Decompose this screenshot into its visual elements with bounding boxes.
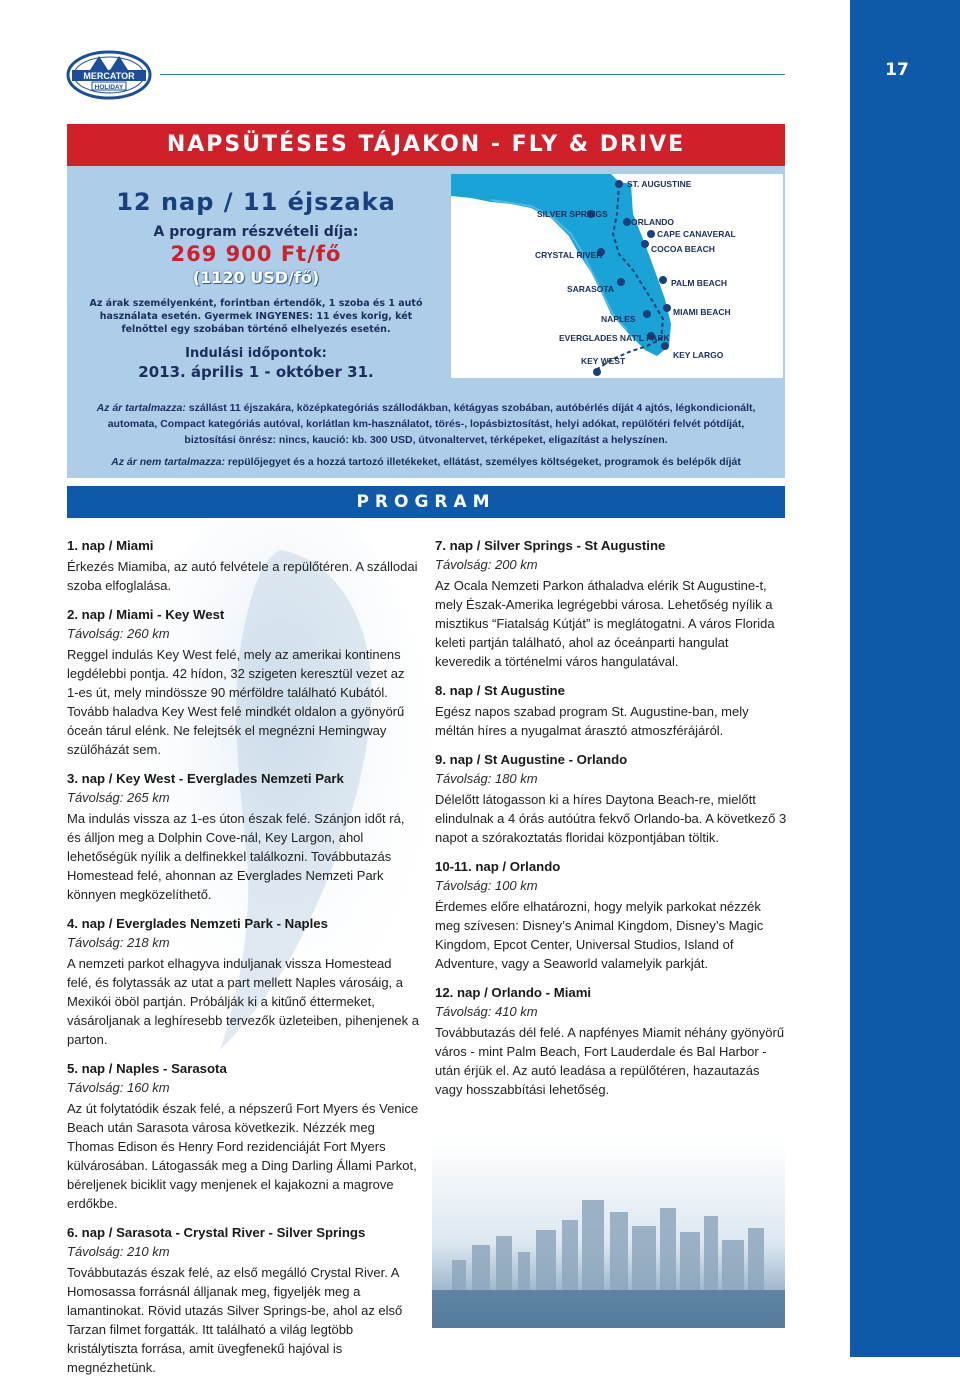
florida-route-map (451, 174, 783, 378)
day-title: 9. nap / St Augustine - Orlando (435, 752, 628, 767)
day-distance: Távolság: 265 km (67, 790, 170, 805)
itinerary-day (67, 1223, 419, 1377)
itinerary-day (67, 536, 419, 595)
day-title: 7. nap / Silver Springs - St Augustine (435, 538, 666, 553)
day-description: Ma indulás vissza az 1-es úton észak felé. Szánjon időt rá, és álljon meg a Dolphin Cove-nál, Key Largon, ahol lehetőségük nyílik a delfinekkel találkozni. Továbbutazás Homestead felé, ahonnan az Everglades Nemzeti Park könnyen megközelíthető. (67, 811, 405, 902)
day-distance: Távolság: 260 km (67, 626, 170, 641)
day-description: Reggel indulás Key West felé, mely az amerikai kontinens legdélebbi pontja. 42 hídon, 32 szigeten keresztül vezet az 1-es út, mely mindössze 90 mérföldre található Kubától. Tovább haladva Key West felé mindkét oldalon a gyönyörű óceán tárul elénk. Ne felejtsék el megnézni Hemingway szülőházát sem. (67, 647, 405, 757)
svg-text:SARASOTA: SARASOTA (567, 284, 615, 294)
price-note: Az árak személyenként, forintban értendők, 1 szoba és 1 autó használata esetén. Gyermek INGYENES: 11 éves korig, két felnőttel egy szobában történő elhelyezés esetén. (89, 298, 423, 335)
day-title: 8. nap / St Augustine (435, 683, 565, 698)
program-title: PROGRAM (356, 492, 496, 512)
itinerary-day (435, 750, 787, 847)
price-excludes (81, 454, 771, 470)
itinerary-column-left (67, 536, 419, 1387)
price-label: A program részvételi díja: (153, 224, 359, 240)
day-title: 4. nap / Everglades Nemzeti Park - Naples (67, 916, 328, 931)
day-description: Az út folytatódik észak felé, a népszerű Fort Myers és Venice Beach után Sarasota városa következik. Nézzék meg Thomas Edison és Henry Ford rezidenciáját Fort Myers külvárosában. Látogassák meg a Ding Darling Állami Parkot, béreljenek biciklit vagy menjenek el kajakozni a magrove erdőkbe. (67, 1101, 419, 1211)
day-distance: Távolság: 410 km (435, 1004, 538, 1019)
svg-text:CAPE CANAVERAL: CAPE CANAVERAL (657, 229, 736, 239)
itinerary-day (67, 1059, 419, 1213)
departure-label: Indulási időpontok: (185, 346, 327, 361)
day-title: 6. nap / Sarasota - Crystal River - Silver Springs (67, 1225, 366, 1240)
svg-text:HOLIDAY: HOLIDAY (94, 84, 124, 91)
price-huf: 269 900 Ft/fő (170, 242, 342, 266)
svg-text:CRYSTAL RIVER: CRYSTAL RIVER (535, 250, 603, 260)
day-description: Az Ocala Nemzeti Parkon áthaladva elérik St Augustine-t, mely Észak-Amerika legrégebbi városa. Lehetőség nyílik a misztikus “Fiatalság Kútját” is meglátogatni. A város Florida keleti partján található, ahol az óceánparti hangulat keveredik a történelmi város hangulatával. (435, 578, 775, 669)
itinerary-day (67, 605, 419, 759)
header-rule (160, 74, 785, 75)
day-title: 3. nap / Key West - Everglades Nemzeti Park (67, 771, 344, 786)
day-distance: Távolság: 210 km (67, 1244, 170, 1259)
day-title: 10-11. nap / Orlando (435, 859, 561, 874)
price-includes (81, 400, 771, 448)
day-distance: Távolság: 160 km (67, 1080, 170, 1095)
itinerary-day (435, 857, 787, 973)
svg-text:NAPLES: NAPLES (601, 314, 636, 324)
svg-text:COCOA BEACH: COCOA BEACH (651, 244, 715, 254)
city-skyline-image (432, 1140, 785, 1328)
day-description: Egész napos szabad program St. Augustine-ban, mely méltán híres a nyugalmat árasztó atmoszférájáról. (435, 704, 749, 738)
day-description: Érdemes előre elhatározni, hogy melyik parkokat nézzék meg szívesen: Disney’s Animal Kingdom, Disney’s Magic Kingdom, Epcot Center, Universal Studios, Island of Adventure, vagy a Seaworld valamelyik parkját. (435, 899, 764, 971)
day-title: 12. nap / Orlando - Miami (435, 985, 592, 1000)
svg-text:ORLANDO: ORLANDO (631, 217, 674, 227)
day-distance: Távolság: 218 km (67, 935, 170, 950)
itinerary-day (435, 983, 787, 1099)
svg-text:MERCATOR: MERCATOR (83, 71, 135, 81)
mercator-logo (66, 50, 152, 100)
price-usd: (1120 USD/fő) (192, 268, 320, 287)
offer-info-box (67, 166, 785, 478)
svg-text:KEY LARGO: KEY LARGO (673, 350, 724, 360)
offer-banner (67, 124, 785, 166)
svg-text:PALM BEACH: PALM BEACH (671, 278, 728, 288)
program-banner (67, 486, 785, 518)
itinerary-day (435, 536, 787, 671)
day-distance: Távolság: 180 km (435, 771, 538, 786)
day-distance: Távolság: 100 km (435, 878, 538, 893)
svg-text:MIAMI BEACH: MIAMI BEACH (673, 307, 731, 317)
trip-duration: 12 nap / 11 éjszaka (116, 188, 396, 216)
itinerary-day (67, 914, 419, 1049)
svg-text:ST. AUGUSTINE: ST. AUGUSTINE (627, 179, 692, 189)
day-description: Továbbutazás észak felé, az első megálló Crystal River. A Homosassa forrásnál álljanak meg, figyeljék meg a lamantinokat. Rövid utazás Silver Springs-be, ahol az első Tarzan filmet forgatták. Itt található a világ legtöbb kristálytiszta forrása, amit üvegfenekű hajóval is megnézhetünk. (67, 1265, 403, 1375)
day-title: 2. nap / Miami - Key West (67, 607, 225, 622)
side-color-band (850, 0, 960, 1357)
svg-text:EVERGLADES NAT'L PARK: EVERGLADES NAT'L PARK (559, 333, 670, 343)
itinerary-column-right (435, 536, 787, 1109)
svg-text:SILVER SPRINGS: SILVER SPRINGS (537, 209, 608, 219)
day-distance: Távolság: 200 km (435, 557, 538, 572)
excludes-label: Az ár nem tartalmazza: (111, 456, 225, 468)
itinerary-day (67, 769, 419, 904)
day-title: 1. nap / Miami (67, 538, 154, 553)
departure-dates: 2013. április 1 - október 31. (138, 363, 374, 381)
excludes-text: repülőjegyet és a hozzá tartozó illetékeket, ellátást, személyes költségeket, programok és belépők díját (224, 456, 741, 468)
svg-text:KEY WEST: KEY WEST (581, 356, 626, 366)
page-number: 17 (885, 60, 909, 80)
price-panel (67, 166, 445, 381)
day-description: Továbbutazás dél felé. A napfényes Miamit néhány gyönyörű város - mint Palm Beach, Fort Lauderdale és Bal Harbor - után érjük el. Az autó leadása a repülőtéren, hazautazás vagy hosszabbítási lehetőség. (435, 1025, 785, 1097)
day-description: Délelőtt látogasson ki a híres Daytona Beach-re, mielőtt elindulnak a 4 órás autóútra fekvő Orlando-ba. A következő 3 napot a szórakoztatás floridai központjában töltik. (435, 792, 787, 845)
includes-label: Az ár tartalmazza: (96, 402, 186, 414)
itinerary-day (435, 681, 787, 740)
day-title: 5. nap / Naples - Sarasota (67, 1061, 227, 1076)
day-description: Érkezés Miamiba, az autó felvétele a repülőtéren. A szállodai szoba elfoglalása. (67, 559, 418, 593)
includes-text: szállást 11 éjszakára, középkategóriás szállodákban, kétágyas szobában, autóbérlés díját 4 ajtós, légkondicionált, automata, Compact kategóriás autóval, korlátlan km-használatot, törés-, lopásbiztosítást, helyi adókat, repülőtéri felvét pótdíját, biztosítási önrész: nincs, kaució: kb. 300 USD, útvonaltervet, térképeket, eligazítást a helyszínen. (107, 402, 756, 446)
day-description: A nemzeti parkot elhagyva induljanak vissza Homestead felé, és folytassák az utat a part mellett Naples városáig, a Mexikói öböl partján. Próbálják ki a kitűnő éttermeket, vásároljanak a leghíresebb tervezők üzleteiben, pihenjenek a parton. (67, 956, 419, 1047)
banner-title: NAPSÜTÉSES TÁJAKON - FLY & DRIVE (166, 132, 686, 157)
